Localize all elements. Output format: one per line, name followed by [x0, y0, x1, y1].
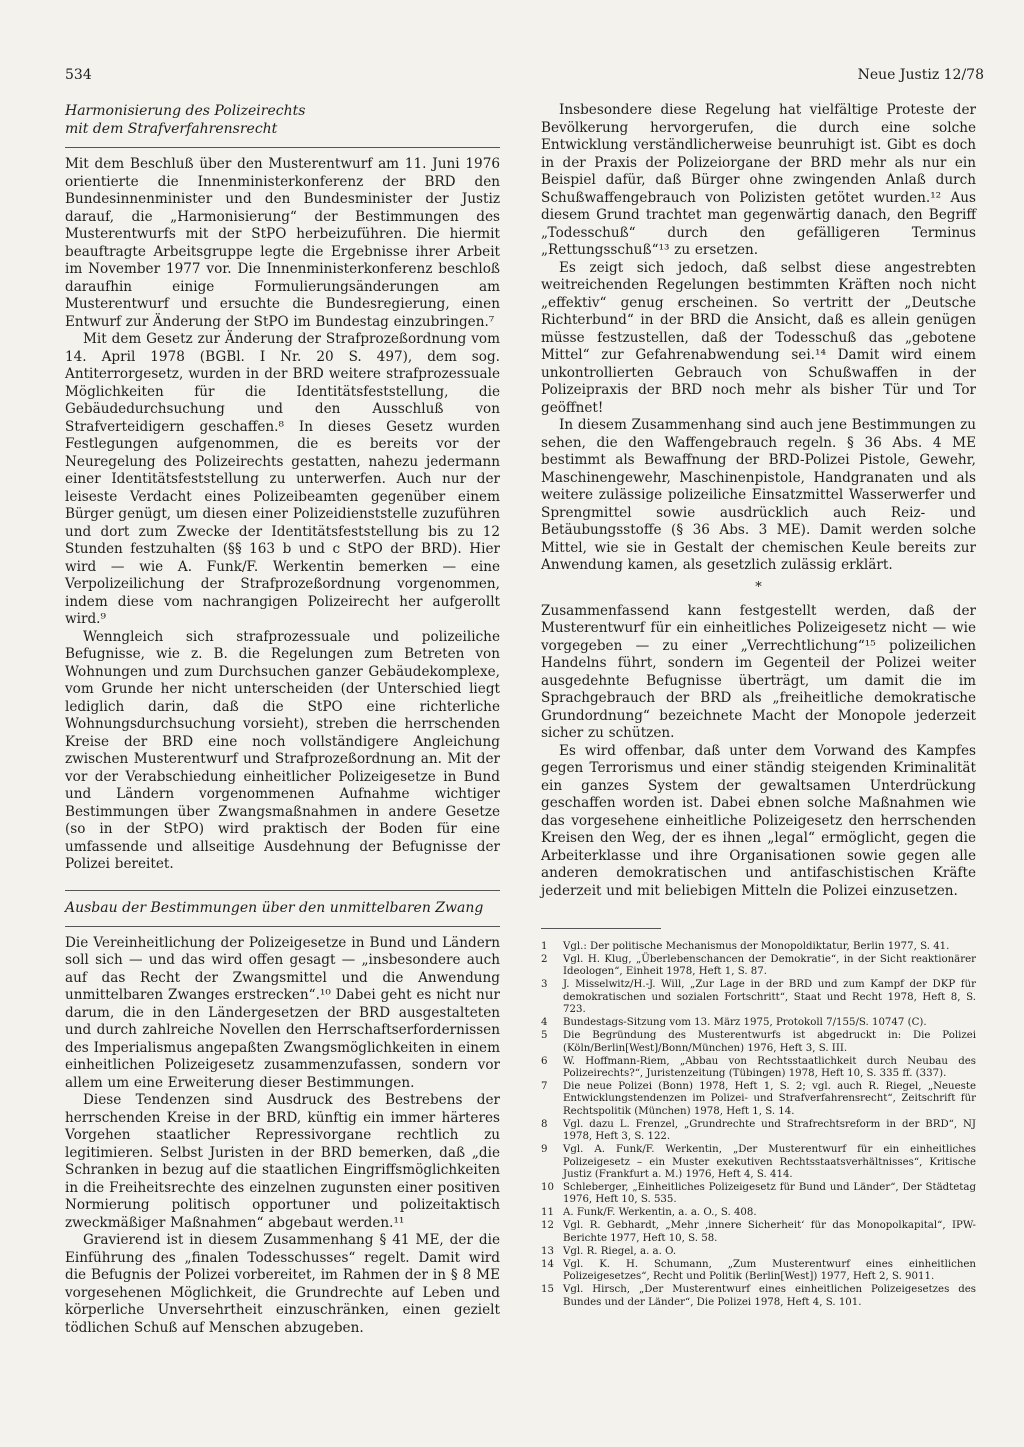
footnote-number: 10: [541, 1182, 554, 1194]
paragraph: Mit dem Beschluß über den Musterentwurf am 11. Juni 1976 orientierte die Innenministerkonferenz der BRD den Bundesinnenminister und den Bundesminister der Justiz darauf, die „Harmonisierung“ der Bestimmungen des Musterentwurfs mit der StPO herbeizuführen. Die hiermit beauftragte Arbeitsgruppe legte die Ergebnisse ihrer Arbeit im November 1977 vor. Die Innenministerkonferenz beschloß daraufhin einige Formulierungsänderungen am Musterentwurf und ersuchte die Bundesregierung, einen Entwurf zur Änderung der StPO im Bundestag einzubringen.⁷: [65, 156, 500, 330]
footnote-number: 13: [541, 1245, 554, 1257]
footnote-number: 8: [541, 1118, 548, 1130]
footnote-number: 1: [541, 941, 548, 952]
footnote-text: W. Hoffmann-Riem, „Abbau von Rechtsstaatlichkeit durch Neubau des Polizeirechts?“, Juristenzeitung (Tübingen) 1978, Heft 10, S. 335 ff. (337).: [563, 1055, 976, 1080]
paragraph: Es zeigt sich jedoch, daß selbst diese angestrebten weitreichenden Regelungen bestimmten Kräften noch nicht „effektiv“ genug erscheinen. So vertritt der „Deutsche Richterbund“ in der BRD die Ansicht, daß es allein genügen müsse festzustellen, daß der Todesschuß das „gebotene Mittel“ zur Gefahrenabwendung sei.¹⁴ Damit wird einem unkontrollierten Gebrauch von Schußwaffen in der Polizeipraxis der BRD noch mehr als bisher Tür und Tor geöffnet!: [541, 259, 976, 416]
footnote-divider: [541, 928, 661, 929]
footnote-number: 3: [541, 979, 548, 991]
page-number: 534: [65, 67, 92, 83]
footnote: [541, 1220, 976, 1245]
footnote-number: 6: [541, 1055, 548, 1067]
left-column: [65, 102, 500, 1337]
paragraph: Zusammenfassend kann festgestellt werden, daß der Musterentwurf für ein einheitliches Polizeigesetz nicht — wie vorgegeben — zu einer „Verrechtlichung“¹⁵ polizeilichen Handelns führt, sondern im Gegenteil der Polizei weiter ausgedehnte Befugnisse überträgt, um damit die im Sprachgebrauch der BRD als „freiheitliche demokratische Grundordnung“ bezeichnete Macht der Monopole jederzeit sicher zu schützen.: [541, 602, 976, 741]
footnote-text: Bundestags-Sitzung vom 13. März 1975, Protokoll 7/155/S. 10747 (C).: [563, 1017, 927, 1029]
footnote: [541, 1017, 976, 1029]
section-heading-line: mit dem Strafverfahrensrecht: [65, 121, 278, 137]
footnote-text: Vgl.: Der politische Mechanismus der Monopoldiktatur, Berlin 1977, S. 41.: [563, 941, 950, 952]
footnote-text: A. Funk/F. Werkentin, a. a. O., S. 408.: [563, 1207, 757, 1219]
footnote: [541, 941, 976, 953]
footnote-number: 11: [541, 1207, 554, 1219]
footnote-text: Die neue Polizei (Bonn) 1978, Heft 1, S. 2; vgl. auch R. Riegel, „Neueste Entwicklungstendenzen im Polizei- und Strafverfahrensrecht“, Zeitschrift für Rechtspolitik (München) 1978, Heft 1, S. 14.: [563, 1081, 976, 1117]
footnote: [541, 1284, 976, 1309]
footnote: [541, 1207, 976, 1219]
paragraph: Wenngleich sich strafprozessuale und polizeiliche Befugnisse, wie z. B. die Regelungen zum Betreten von Wohnungen und zum Durchsuchen ganzer Gebäudekomplexe, vom Grunde her nicht unterscheiden (der Unterschied liegt lediglich darin, daß die StPO eine richterliche Wohnungsdurchsuchung vorsieht), streben die herrschenden Kreise der BRD eine noch vollständigere Angleichung zwischen Musterentwurf und Strafprozeßordnung an. Mit der vor der Verabschiedung einheitlicher Polizeigesetze in Bund und Ländern vorgenommenen Aufnahme wichtiger Bestimmungen über Zwangsmaßnahmen in andere Gesetze (so in der StPO) wird praktisch der Boden für eine umfassende und allseitige Ausdehnung der Befugnisse der Polizei bereitet.: [65, 628, 500, 872]
footnote: [541, 1246, 976, 1258]
footnote: [541, 1119, 976, 1144]
footnote-text: Vgl. Hirsch, „Der Musterentwurf eines einheitlichen Polizeigesetzes des Bundes und der Länder“, Die Polizei 1978, Heft 4, S. 101.: [563, 1284, 976, 1308]
footnote-text: J. Misselwitz/H.-J. Will, „Zur Lage in der BRD und zum Kampf der DKP für demokratischen und sozialen Fortschritt“, Staat und Recht 1978, Heft 8, S. 723.: [563, 979, 976, 1016]
footnote: [541, 1081, 976, 1118]
section-separator: *: [755, 579, 762, 595]
footnote-number: 4: [541, 1017, 548, 1029]
footnote: [541, 1144, 976, 1181]
paragraph: Insbesondere diese Regelung hat vielfältige Proteste der Bevölkerung hervorgerufen, die durch eine solche Entwicklung verständlicherweise beunruhigt ist. Gibt es doch in der Praxis der Polizeiorgane der BRD mehr als nur ein Beispiel dafür, daß Bürger ohne zwingenden Anlaß durch Schußwaffengebrauch von Polizisten getötet wurden.¹² Aus diesem Grund trachtet man gegenwärtig danach, den Begriff „Todesschuß“ durch den gefälligeren Terminus „Rettungsschuß“¹³ zu ersetzen.: [541, 102, 976, 258]
footnote-text: Schleberger, „Einheitliches Polizeigesetz für Bund und Länder“, Der Städtetag 1976, Heft 10, S. 535.: [563, 1182, 976, 1206]
footnote-number: 12: [541, 1220, 554, 1232]
footnote-number: 5: [541, 1030, 548, 1042]
section-heading-zwang: Ausbau der Bestimmungen über den unmittelbaren Zwang: [65, 899, 500, 927]
paragraph: Mit dem Gesetz zur Änderung der Strafprozeßordnung vom 14. April 1978 (BGBl. I Nr. 20 S. 497), dem sog. Antiterrorgesetz, wurden in der BRD weitere strafprozessuale Möglichkeiten für die Identitätsfeststellung, die Gebäudedurchsuchung und den Ausschluß von Strafverteidigern geschaffen.⁸ In dieses Gesetz wurden Festlegungen aufgenommen, die es bereits vor der Neuregelung des Polizeirechts gestatten, nahezu jedermann einer Identitätsfeststellung zu unterwerfen. Auch nur der leiseste Verdacht eines Polizeibeamten gegenüber einem Bürger genügt, um diesen einer Polizeidienststelle zuzuführen und dort zum Zwecke der Identitätsfeststellung bis zu 12 Stunden festzuhalten (§§ 163 b und c StPO der BRD). Hier wird — wie A. Funk/F. Werkentin bemerken — eine Verpolizeilichung der Strafprozeßordnung vorgenommen, indem diese vom nachrangigen Polizeirecht her aufgerollt wird.⁹: [65, 331, 500, 627]
footnote-text: Vgl. K. H. Schumann, „Zum Musterentwurf eines einheitlichen Polizeigesetzes“, Recht und Politik (Berlin[West]) 1977, Heft 2, S. 9011.: [563, 1258, 976, 1283]
footnote-number: 14: [541, 1258, 554, 1270]
footnote: [541, 1259, 976, 1284]
section-zwang: [65, 890, 500, 1338]
paragraph: Die Vereinheitlichung der Polizeigesetze in Bund und Ländern soll sich — und das wird offen gesagt — „insbesondere auch auf das Recht der Zwangsmittel und die Anwendung unmittelbaren Zwanges erstrecken“.¹⁰ Dabei geht es nicht nur darum, die in den Ländergesetzen der BRD ausgestalteten und durch zahlreiche Novellen den Herrschaftserfordernissen des Imperialismus angepaßten Zwangsmöglichkeiten in einem einheitlichen Polizeigesetz zusammenzufassen, sondern vor allem um eine Erweiterung dieser Bestimmungen.: [65, 934, 500, 1091]
footnote-number: 2: [541, 954, 548, 965]
footnote: [541, 979, 976, 1016]
footnote: [541, 1182, 976, 1207]
footnote: [541, 1030, 976, 1055]
footnote-number: 7: [541, 1081, 548, 1093]
journal-issue: Neue Justiz 12/78: [857, 67, 984, 83]
section-heading-harmonisierung: [65, 102, 500, 148]
right-column: [541, 102, 976, 1310]
footnote-text: Vgl. R. Gebhardt, „Mehr ‚innere Sicherheit‘ für das Monopolkapital“, IPW-Berichte 1977, Heft 10, S. 58.: [563, 1220, 976, 1244]
footnote-text: Vgl. A. Funk/F. Werkentin, „Der Musterentwurf für ein einheitliches Polizeigesetz – ein Muster exekutiven Rechtsstaatsverhältnisses“, Kritische Justiz (Frankfurt a. M.) 1976, Heft 4, S. 414.: [563, 1144, 976, 1181]
paragraph: Diese Tendenzen sind Ausdruck des Bestrebens der herrschenden Kreise in der BRD, künftig ein immer härteres Vorgehen staatlicher Repressivorgane rechtlich zu legitimieren. Selbst Juristen in der BRD bemerken, daß „die Schranken in bezug auf die staatlichen Eingriffsmöglichkeiten in die Freiheitsrechte des einzelnen zugunsten einer positiven Normierung politisch opportuner und polizeitaktisch zweckmäßiger Maßnahmen“ abgebaut werden.¹¹: [65, 1092, 500, 1231]
footnote-number: 9: [541, 1144, 548, 1156]
footnote-text: Vgl. H. Klug, „Überlebenschancen der Demokratie“, in der Sicht reaktionärer Ideologen“, Einheit 1978, Heft 1, S. 87.: [563, 954, 976, 978]
footnote-text: Vgl. dazu L. Frenzel, „Grundrechte und Strafrechtsreform in der BRD“, NJ 1978, Heft 3, S. 122.: [563, 1118, 976, 1143]
paragraph: Es wird offenbar, daß unter dem Vorwand des Kampfes gegen Terrorismus und einer ständig steigenden Kriminalität ein ganzes System der gewaltsamen Unterdrückung geschaffen worden ist. Dabei ebnen solche Maßnahmen wie das vorgesehene einheitliche Polizeigesetz den herrschenden Kreisen den Weg, der es ihnen „legal“ ermöglicht, gegen die Arbeiterklasse und ihre Organisationen sowie gegen alle anderen demokratischen und antifaschistischen Kräfte jederzeit und mit beliebigen Mitteln die Polizei einzusetzen.: [541, 742, 976, 899]
footnote-number: 15: [541, 1284, 554, 1296]
section-heading-line: Harmonisierung des Polizeirechts: [65, 103, 306, 119]
footnote-text: Die Begründung des Musterentwurfs ist abgedruckt in: Die Polizei (Köln/Berlin[West]/Bonn/München) 1976, Heft 3, S. III.: [563, 1030, 976, 1054]
paragraph: Gravierend ist in diesem Zusammenhang § 41 ME, der die Einführung des „finalen Todesschusses“ regelt. Damit wird die Befugnis der Polizei vorbereitet, im Rahmen der in § 8 ME vorgesehenen Möglichkeit, die Grundrechte auf Leben und körperliche Unversehrtheit einzuschränken, einen gezielt tödlichen Schuß auf Menschen abzugeben.: [65, 1232, 500, 1336]
paragraph: In diesem Zusammenhang sind auch jene Bestimmungen zu sehen, die den Waffengebrauch regeln. § 36 Abs. 4 ME bestimmt als Bewaffnung der BRD-Polizei Pistole, Gewehr, Maschinengewehr, Maschinenpistole, Handgranaten und als weitere zulässige polizeiliche Einsatzmittel Wasserwerfer und Sprengmittel sowie ausdrücklich auch Reiz- und Betäubungsstoffe (§ 36 Abs. 3 ME). Damit werden solche Mittel, wie sie in Gestalt der chemischen Keule bereits zur Anwendung kamen, als gesetzlich zulässig erklärt.: [541, 417, 976, 573]
footnote: [541, 1056, 976, 1081]
footnotes: [541, 941, 976, 1309]
footnote: [541, 954, 976, 979]
footnote-text: Vgl. R. Riegel, a. a. O.: [563, 1245, 677, 1257]
